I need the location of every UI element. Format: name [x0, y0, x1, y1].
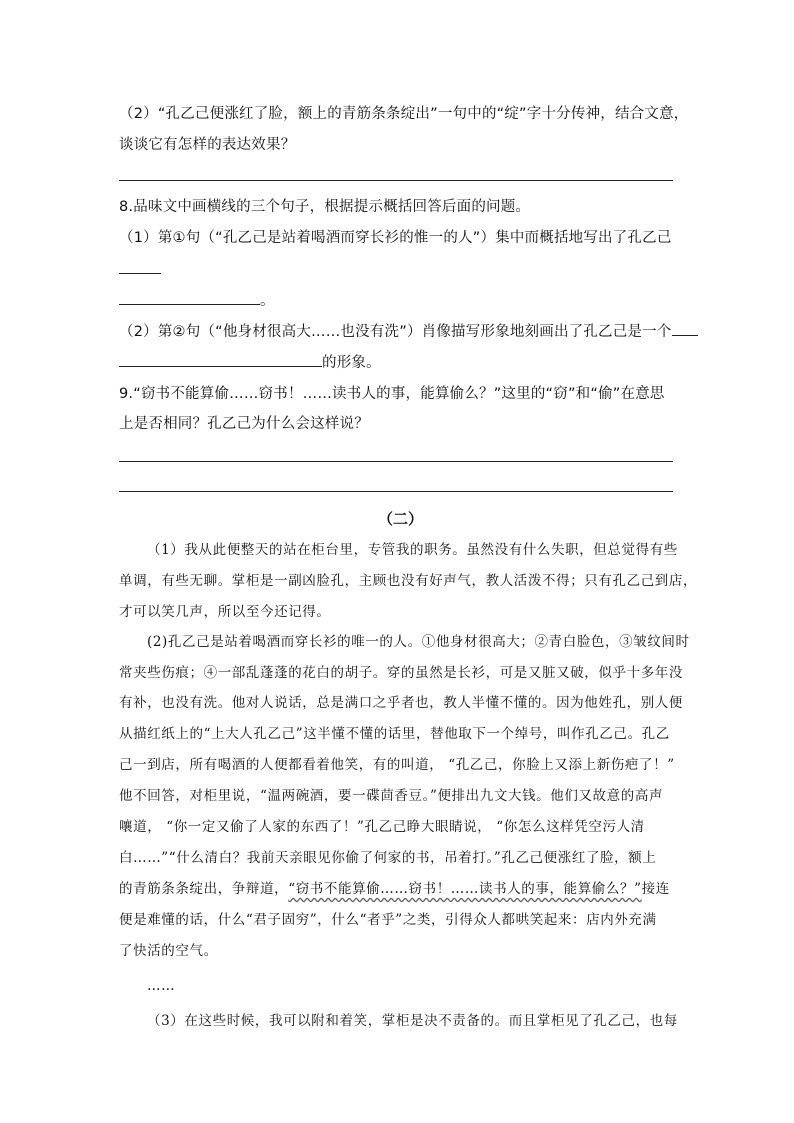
passage-p2-line: 常夹些伤痕；④一部乱蓬蓬的花白的胡子。穿的虽然是长衫，可是又脏又破，似乎十多年没: [119, 665, 683, 681]
q8-sub2-blank-a[interactable]: [672, 321, 698, 336]
q9-answer-line-2[interactable]: [119, 491, 673, 492]
q8-sub2: [119, 321, 698, 342]
q8-sub1-answer-line-a[interactable]: [119, 273, 161, 274]
passage-p3-line: （3）在这些时候，我可以附和着笑，掌柜是决不责备的。而且掌柜见了孔乙己，也每: [147, 1013, 678, 1029]
passage-p2-line-underlined: [119, 879, 670, 899]
q8-sub2-end: 的形象。: [322, 355, 381, 371]
q9-answer-line-1[interactable]: [119, 461, 673, 462]
q9-line1: 9.“窃书不能算偷……窃书！……读书人的事，能算偷么？”这里的“窃”和“偷”在意思: [119, 386, 665, 402]
q8-sub2-text: （2）第②句（“他身材很高大……也没有洗”）肖像描写形象地刻画出了孔乙己是一个: [119, 324, 672, 340]
q8-sub1-answer-row: [119, 290, 275, 311]
passage-p2-line: 他不回答，对柜里说，“温两碗酒，要一碟茴香豆。”便排出九文大钱。他们又故意的高声: [119, 788, 664, 804]
q8-sub2-blank-b[interactable]: [119, 352, 322, 367]
q8-sub2-row2: [119, 352, 381, 373]
q8-sub1-end: 。: [260, 293, 275, 309]
q7-2-line2: 谈谈它有怎样的表达效果？: [119, 137, 296, 153]
q7-2-answer-line[interactable]: [119, 180, 673, 181]
passage-p2-line9-end: 接连: [641, 881, 670, 897]
q7-2-line1: （2）“孔乙己便涨红了脸，额上的青筋条条绽出”一句中的“绽”字十分传神，结合文意，: [119, 106, 689, 122]
passage-p1-line: 单调，有些无聊。掌柜是一副凶脸孔，主顾也没有好声气，教人活泼不得；只有孔乙己到店，: [119, 573, 698, 589]
passage-p1-line: （1）我从此便整天的站在柜台里，专管我的职务。虽然没有什么失职，但总觉得有些: [147, 542, 678, 558]
underlined-quote: “窃书不能算偷……窃书！……读书人的事，能算偷么？”: [288, 881, 642, 897]
passage-p2-line: 了快活的空气。: [119, 943, 218, 959]
passage-p1-line: 才可以笑几声，所以至今还记得。: [119, 604, 331, 620]
passage-p2-line: 有补，也没有洗。他对人说话，总是满口之乎者也，教人半懂不懂的。因为他姓孔，别人便: [119, 695, 683, 711]
passage-p2-line: 便是难懂的话，什么“君子固穷”，什么“者乎”之类，引得众人都哄笑起来：店内外充满: [119, 912, 657, 928]
passage-p2-line: 从描红纸上的“上大人孔乙己”这半懂不懂的话里，替他取下一个绰号，叫作孔乙己。孔乙: [119, 726, 670, 742]
passage-p2-line9-start: 的青筋条条绽出，争辩道，: [119, 881, 289, 897]
passage-p2-line: 嚷道， “你一定又偷了人家的东西了！”孔乙己睁大眼睛说， “你怎么这样凭空污人清: [119, 819, 645, 835]
q8-title: 8.品味文中画横线的三个句子，根据提示概括回答后面的问题。: [119, 199, 531, 215]
passage-p2-line: (2)孔乙己是站着喝酒而穿长衫的唯一的人。①他身材很高大；②青白脸色，③皱纹间时: [147, 634, 690, 650]
q8-sub1-answer-blank[interactable]: [119, 290, 260, 305]
passage-ellipsis: ……: [147, 978, 176, 994]
q9-line2: 上是否相同？孔乙己为什么会这样说？: [119, 416, 369, 432]
section-heading: （二）: [378, 510, 424, 528]
q8-sub1: （1）第①句（“孔乙己是站着喝酒而穿长衫的惟一的人”）集中而概括地写出了孔乙己: [119, 230, 672, 246]
passage-p2-line: 白……”“什么清白？我前天亲眼见你偷了何家的书，吊着打。”孔乙己便涨红了脸，额上: [119, 850, 657, 866]
passage-p2-line: 己一到店，所有喝酒的人便都看着他笑，有的叫道， “孔乙己，你脸上又添上新伤疤了！”: [119, 757, 675, 773]
